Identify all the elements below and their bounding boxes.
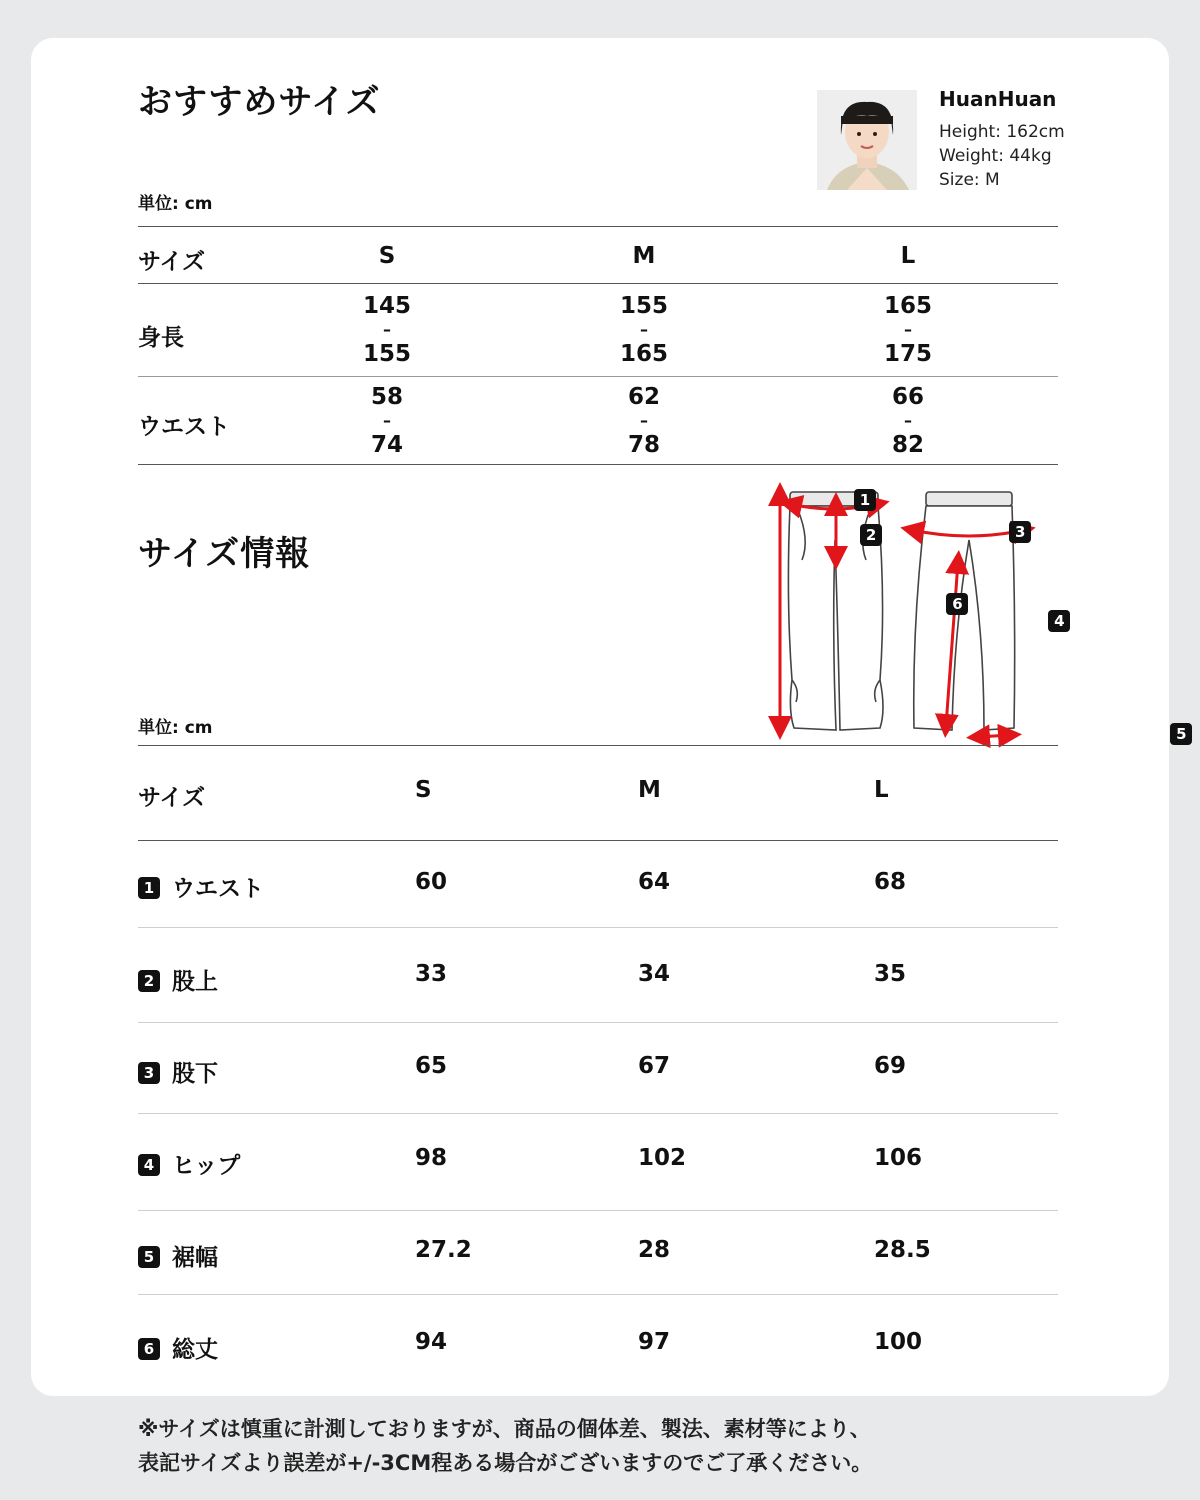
rec-row-height-m (584, 294, 704, 366)
info-title: サイズ情報 (138, 534, 311, 574)
info-row-hip-m: 102 (638, 1145, 687, 1171)
range-dash: – (640, 320, 648, 339)
rec-row-waist-s (327, 385, 447, 457)
info-row-rule (138, 1210, 1058, 1211)
rec-height-s-bottom: 155 (362, 341, 411, 367)
row-label: 股下 (172, 1061, 218, 1087)
rec-waist-l-top: 66 (891, 384, 924, 410)
rec-height-m-bottom: 165 (619, 341, 668, 367)
model-avatar (817, 90, 917, 190)
info-row-hem-label (138, 1239, 218, 1272)
rec-table-top-rule (138, 226, 1058, 227)
row-number-badge: 5 (138, 1246, 160, 1268)
diagram-marker-6: 6 (946, 593, 968, 615)
rec-waist-l-bottom: 82 (891, 432, 924, 458)
info-row-waist-label (138, 870, 264, 903)
info-row-inseam-label (138, 1055, 218, 1088)
row-label: 総丈 (172, 1337, 218, 1363)
info-unit: 単位: cm (138, 718, 213, 738)
diagram-marker-4: 4 (1048, 610, 1070, 632)
rec-waist-m-bottom: 78 (627, 432, 660, 458)
info-header-label: サイズ (138, 785, 206, 811)
diagram-marker-5: 5 (1170, 723, 1192, 745)
range-dash: – (904, 411, 912, 430)
row-number-badge: 2 (138, 970, 160, 992)
model-weight: Weight: 44kg (939, 146, 1052, 166)
info-header-l: L (874, 777, 889, 803)
info-row-rise-s: 33 (415, 961, 448, 987)
info-row-rise-m: 34 (638, 961, 671, 987)
info-row-rise-label (138, 963, 218, 996)
disclaimer-line-2: 表記サイズより誤差が+/-3CM程ある場合がございますのでご了承ください。 (138, 1451, 873, 1475)
rec-height-l-bottom: 175 (883, 341, 932, 367)
info-row-rule (138, 1022, 1058, 1023)
range-dash: – (383, 411, 391, 430)
info-row-rule (138, 1113, 1058, 1114)
row-label: ウエスト (172, 876, 264, 902)
rec-row-waist-l (848, 385, 968, 457)
disclaimer-line-1: ※サイズは慎重に計測しておりますが、商品の個体差、製法、素材等により、 (138, 1417, 871, 1441)
rec-height-s-top: 145 (362, 293, 411, 319)
range-dash: – (383, 320, 391, 339)
rec-header-label: サイズ (138, 249, 206, 275)
info-row-hip-s: 98 (415, 1145, 448, 1171)
rec-header-m: M (632, 243, 656, 269)
info-row-inseam-l: 69 (874, 1053, 907, 1079)
rec-header-rule (138, 283, 1058, 284)
recommended-unit: 単位: cm (138, 194, 213, 214)
info-row-hem-l: 28.5 (874, 1237, 931, 1263)
rec-header-l: L (900, 243, 916, 269)
model-size: Size: M (939, 170, 1000, 190)
row-label: ヒップ (172, 1153, 241, 1179)
rec-row-height-l (848, 294, 968, 366)
rec-row-waist-m (584, 385, 704, 457)
rec-table-bottom-rule (138, 464, 1058, 465)
row-number-badge: 3 (138, 1062, 160, 1084)
info-row-waist-s: 60 (415, 869, 448, 895)
rec-header-s: S (378, 243, 396, 269)
info-row-hip-l: 106 (874, 1145, 923, 1171)
rec-row-height-label: 身長 (138, 325, 184, 351)
info-row-length-s: 94 (415, 1329, 448, 1355)
size-disclaimer (138, 1412, 872, 1480)
info-row-waist-m: 64 (638, 869, 671, 895)
info-row-inseam-m: 67 (638, 1053, 671, 1079)
info-row-hip-label (138, 1147, 240, 1180)
info-row-inseam-s: 65 (415, 1053, 448, 1079)
row-number-badge: 1 (138, 877, 160, 899)
info-row-length-m: 97 (638, 1329, 671, 1355)
range-dash: – (640, 411, 648, 430)
rec-height-l-top: 165 (883, 293, 932, 319)
rec-row-rule (138, 376, 1058, 377)
row-label: 裾幅 (172, 1245, 218, 1271)
row-number-badge: 4 (138, 1154, 160, 1176)
info-header-s: S (415, 777, 432, 803)
recommended-title: おすすめサイズ (138, 82, 381, 122)
model-height: Height: 162cm (939, 122, 1065, 142)
model-name: HuanHuan (939, 87, 1057, 111)
rec-row-waist-label: ウエスト (138, 414, 230, 440)
info-header-rule (138, 840, 1058, 841)
diagram-marker-3: 3 (1009, 521, 1031, 543)
range-dash: – (904, 320, 912, 339)
rec-waist-m-top: 62 (627, 384, 660, 410)
info-row-hem-m: 28 (638, 1237, 671, 1263)
diagram-marker-2: 2 (860, 524, 882, 546)
info-row-waist-l: 68 (874, 869, 907, 895)
diagram-marker-1: 1 (854, 489, 876, 511)
info-row-rule (138, 1294, 1058, 1295)
info-row-length-label (138, 1331, 218, 1364)
info-row-rise-l: 35 (874, 961, 907, 987)
info-table-top-rule (138, 745, 1058, 746)
info-row-rule (138, 927, 1058, 928)
info-row-length-l: 100 (874, 1329, 923, 1355)
info-header-m: M (638, 777, 661, 803)
row-number-badge: 6 (138, 1338, 160, 1360)
row-label: 股上 (172, 969, 218, 995)
rec-row-height-s (327, 294, 447, 366)
rec-waist-s-bottom: 74 (370, 432, 403, 458)
info-row-hem-s: 27.2 (415, 1237, 472, 1263)
rec-height-m-top: 155 (619, 293, 668, 319)
rec-waist-s-top: 58 (370, 384, 403, 410)
